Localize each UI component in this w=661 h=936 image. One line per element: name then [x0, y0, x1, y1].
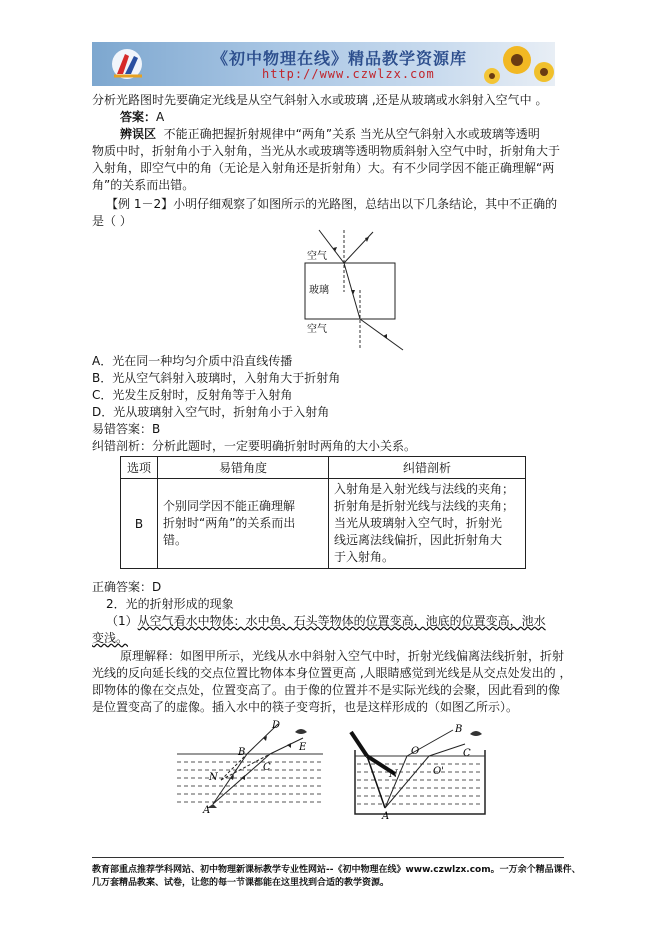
principle-line-4: 是位置变高了的虚像。插入水中的筷子变弯折，也是这样形成的（如图乙所示）。: [92, 700, 519, 714]
misconception-line-4: 角”的关系而出错。: [92, 178, 195, 192]
item-1: （1）从空气看水中物体：水中鱼、石头等物体的位置变高，池底的位置变高，池水: [106, 614, 546, 628]
footer-line-1: 教育部重点推荐学科网站、初中物理新课标教学专业性网站--《初中物理在线》www.czwlzx.com。一万余个精品课件、: [92, 865, 581, 875]
table-cell-correction: 入射角是入射光线与法线的夹角； 折射角是折射光线与法线的夹角； 当光从玻璃射入空气时，折射光 线远离法线偏折，因此折射角大 于入射角。: [329, 479, 526, 569]
principle-line-3: 即物体的像在交点处，位置变高了。由于像的位置并不是实际光线的会聚，因此看到的像: [92, 683, 561, 697]
label-glass: 玻璃: [309, 285, 329, 296]
table-cell-option: B: [121, 479, 158, 569]
option-a: A．光在同一种均匀介质中沿直线传播: [92, 354, 293, 368]
misconception-line-3: 入射角，即空气中的角（无论是入射角还是折射角）大。有不少同学因不能正确理解“两: [92, 161, 555, 175]
figure-refraction-glass: [295, 228, 415, 354]
table-header-correction: 纠错剖析: [329, 457, 526, 479]
svg-text:N: N: [209, 772, 218, 783]
label-air-bottom: 空气: [307, 324, 327, 335]
svg-text:D: D: [272, 720, 281, 731]
svg-text:B: B: [238, 747, 246, 758]
misconception-line-2: 物质中时，折射角小于入射角，当光从水或玻璃等透明物质斜射入空气中时，折射角大于: [92, 144, 561, 158]
correct-answer: 正确答案：D: [92, 580, 162, 594]
misconception-line-1: 辨误区 不能正确把握折射规律中“两角”关系 当光从空气斜射入水或玻璃等透明: [120, 127, 540, 141]
answer-label: 答案：: [120, 110, 157, 124]
footer-line-2: 几万套精品教案、试卷，让您的每一节课都能在这里找到合适的教学资源。: [92, 878, 390, 888]
header-banner: [92, 42, 555, 86]
example-question-line-2: 是（ ）: [92, 214, 132, 228]
svg-text:E: E: [299, 742, 307, 753]
table-row: [121, 479, 526, 569]
figure-bent-chopstick: [345, 722, 495, 822]
footer-divider: [92, 857, 564, 858]
section-heading-2: 2．光的折射形成的现象: [106, 597, 234, 611]
misconception-label: 辨误区: [120, 127, 157, 141]
intro-paragraph: 分析光路图时先要确定光线是从空气斜射入水或玻璃 ,还是从玻璃或水斜射入空气中 。: [92, 93, 548, 107]
principle-line-1: 原理解释：如图甲所示，光线从水中斜射入空气中时，折射光线偏离法线折射，折射: [120, 649, 565, 663]
answer-value: A: [156, 110, 165, 124]
eye-icon: [295, 729, 307, 734]
svg-text:C: C: [263, 762, 271, 773]
sunflower-icon: [484, 46, 554, 84]
error-analysis-table: [120, 456, 526, 569]
label-air-top: 空气: [307, 251, 327, 262]
option-d: D．光从玻璃射入空气时，折射角小于入射角: [92, 405, 330, 419]
error-analysis: 纠错剖析：分析此题时，一定要明确折射时两角的大小关系。: [92, 439, 417, 453]
item-1-continued: 变浅。: [92, 631, 129, 645]
eye-icon-2: [470, 731, 482, 736]
table-header-option: 选项: [121, 457, 158, 479]
table-header-angle: 易错角度: [158, 457, 329, 479]
table-cell-angle: 个别同学因不能正确理解 折射时“两角”的关系而出 错。: [158, 479, 329, 569]
option-c: C．光发生反射时，反射角等于入射角: [92, 388, 293, 402]
svg-text:N: N: [389, 769, 398, 780]
figure-virtual-image-fish: [175, 718, 325, 818]
item-1-underlined: 从空气看水中物体：水中鱼、石头等物体的位置变高，池底的位置变高，池水: [137, 614, 546, 628]
easy-wrong-answer: 易错答案：B: [92, 422, 161, 436]
example-question-line-1: 【例 1－2】小明仔细观察了如图所示的光路图，总结出以下几条结论，其中不正确的: [106, 197, 558, 211]
option-b: B．光从空气斜射入玻璃时，入射角大于折射角: [92, 371, 341, 385]
svg-text:O: O: [411, 746, 420, 757]
principle-line-2: 光线的反向延长线的交点位置比物体本身位置更高 ,人眼睛感觉到光线是从交点处发出的 ，: [92, 666, 572, 680]
svg-text:B: B: [455, 724, 463, 735]
svg-text:C: C: [463, 748, 471, 759]
banner-url[interactable]: http://www.czwlzx.com: [262, 67, 435, 81]
svg-text:A: A: [203, 805, 211, 816]
answer-1: [120, 109, 610, 125]
svg-text:A: A: [382, 811, 390, 822]
svg-text:O': O': [433, 766, 444, 777]
banner-title: 《初中物理在线》精品教学资源库: [212, 49, 468, 68]
